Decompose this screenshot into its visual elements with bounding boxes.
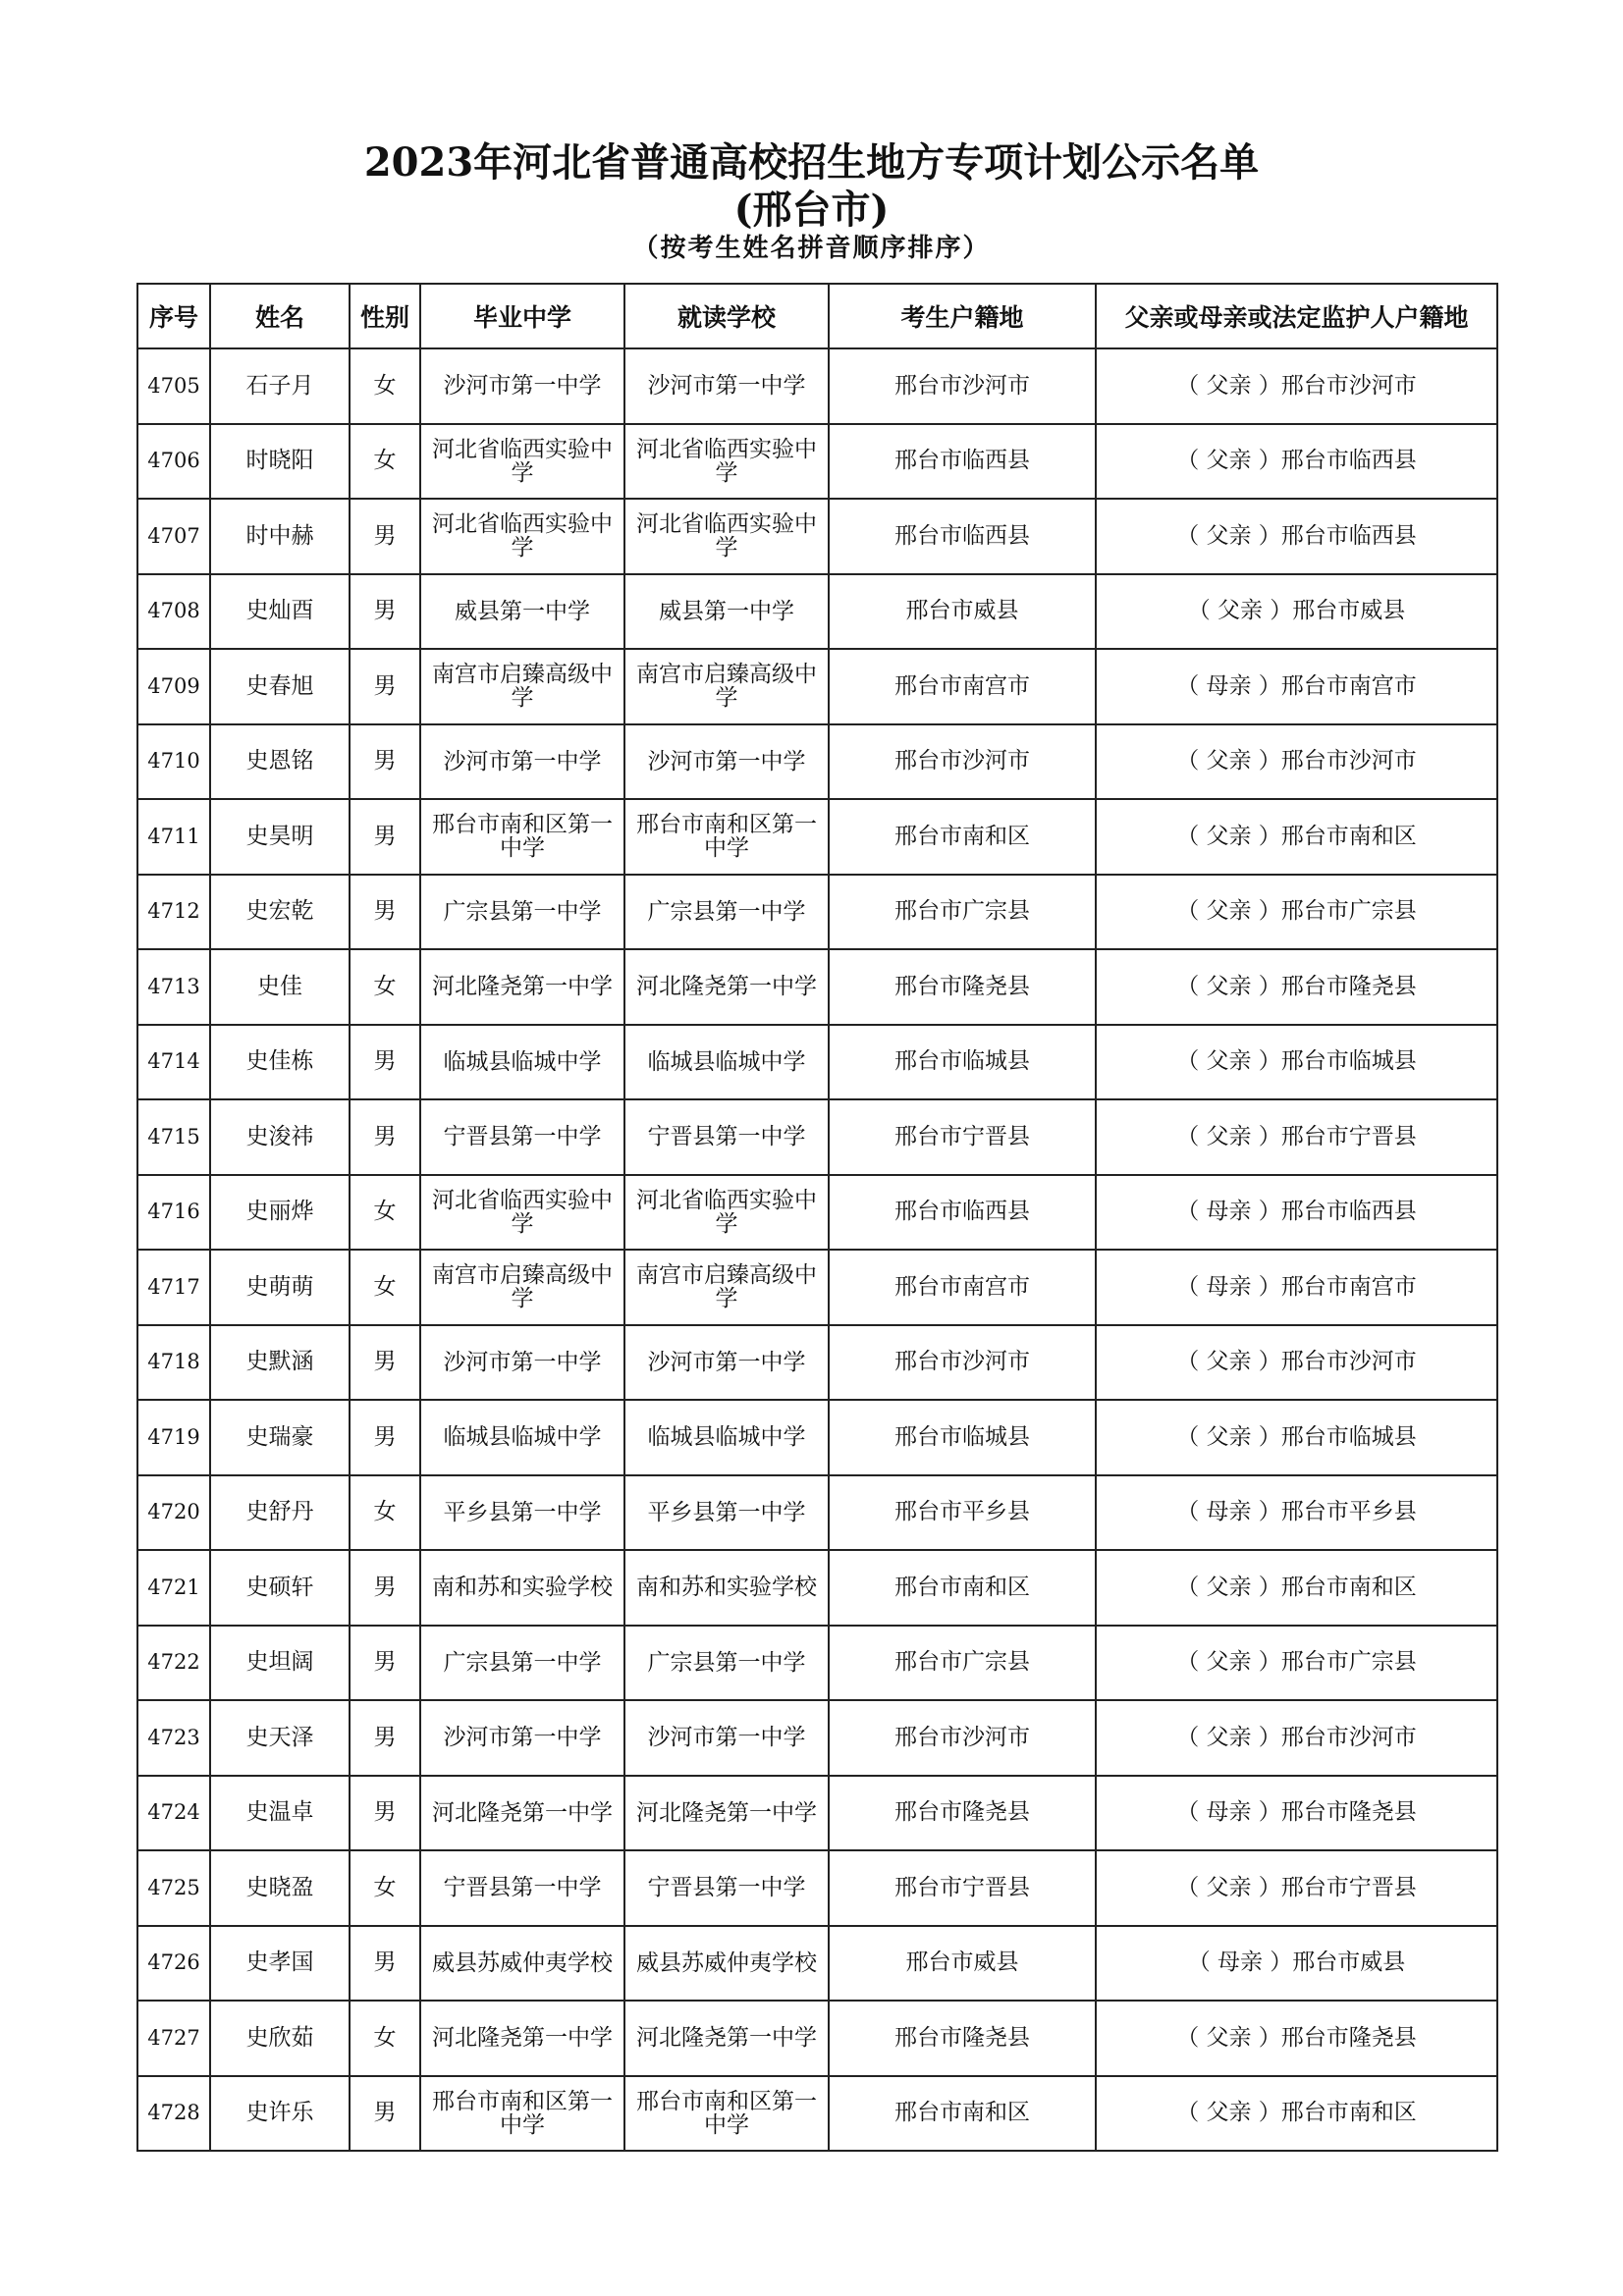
cell-name: 史丽烨 [210,1175,350,1251]
cell-student-residence: 邢台市隆尧县 [829,2001,1096,2076]
cell-serial: 4710 [137,724,210,800]
cell-gender: 男 [350,649,420,724]
cell-current-school: 临城县临城中学 [624,1400,829,1475]
table-row [137,1250,1497,1325]
cell-graduation-school: 平乡县第一中学 [420,1475,624,1551]
cell-student-residence: 邢台市南和区 [829,1550,1096,1626]
cell-current-school: 沙河市第一中学 [624,724,829,800]
cell-serial: 4714 [137,1025,210,1100]
cell-gender: 女 [350,949,420,1025]
cell-name: 史宏乾 [210,875,350,950]
cell-serial: 4721 [137,1550,210,1626]
table-row [137,799,1497,875]
cell-current-school: 广宗县第一中学 [624,875,829,950]
table-header-row [137,284,1497,348]
cell-student-residence: 邢台市临城县 [829,1400,1096,1475]
cell-current-school: 沙河市第一中学 [624,1325,829,1401]
cell-gender: 男 [350,1400,420,1475]
cell-student-residence: 邢台市南宫市 [829,1250,1096,1325]
cell-gender: 男 [350,574,420,650]
table-row [137,875,1497,950]
cell-name: 史瑞豪 [210,1400,350,1475]
cell-graduation-school: 沙河市第一中学 [420,1700,624,1776]
cell-gender: 男 [350,1325,420,1401]
cell-current-school: 宁晋县第一中学 [624,1099,829,1175]
cell-gender: 女 [350,1175,420,1251]
cell-name: 史坦阔 [210,1626,350,1701]
cell-guardian-residence: （ 父亲 ）邢台市沙河市 [1096,1325,1497,1401]
table-row [137,1776,1497,1851]
cell-graduation-school: 河北省临西实验中学 [420,1175,624,1251]
cell-gender: 男 [350,2076,420,2152]
cell-current-school: 南宫市启臻高级中学 [624,649,829,724]
cell-current-school: 河北隆尧第一中学 [624,1776,829,1851]
cell-name: 石子月 [210,348,350,424]
cell-guardian-residence: （ 父亲 ）邢台市宁晋县 [1096,1099,1497,1175]
cell-student-residence: 邢台市临城县 [829,1025,1096,1100]
table-row [137,1099,1497,1175]
cell-current-school: 威县第一中学 [624,574,829,650]
cell-current-school: 威县苏威仲夷学校 [624,1926,829,2002]
cell-student-residence: 邢台市隆尧县 [829,1776,1096,1851]
cell-student-residence: 邢台市沙河市 [829,348,1096,424]
cell-guardian-residence: （ 父亲 ）邢台市沙河市 [1096,1700,1497,1776]
cell-name: 史昊明 [210,799,350,875]
cell-graduation-school: 广宗县第一中学 [420,875,624,950]
table-row [137,1926,1497,2002]
cell-graduation-school: 河北隆尧第一中学 [420,1776,624,1851]
cell-graduation-school: 沙河市第一中学 [420,348,624,424]
table-row [137,424,1497,500]
cell-student-residence: 邢台市临西县 [829,499,1096,574]
cell-student-residence: 邢台市隆尧县 [829,949,1096,1025]
cell-current-school: 河北隆尧第一中学 [624,2001,829,2076]
table-row [137,1325,1497,1401]
cell-name: 史灿酉 [210,574,350,650]
cell-graduation-school: 宁晋县第一中学 [420,1850,624,1926]
cell-graduation-school: 威县第一中学 [420,574,624,650]
table-row [137,1700,1497,1776]
cell-name: 史佳栋 [210,1025,350,1100]
cell-name: 史浚祎 [210,1099,350,1175]
cell-gender: 男 [350,875,420,950]
cell-guardian-residence: （ 父亲 ）邢台市南和区 [1096,1550,1497,1626]
cell-graduation-school: 临城县临城中学 [420,1025,624,1100]
cell-graduation-school: 邢台市南和区第一中学 [420,2076,624,2152]
cell-guardian-residence: （ 父亲 ）邢台市广宗县 [1096,1626,1497,1701]
cell-student-residence: 邢台市平乡县 [829,1475,1096,1551]
cell-serial: 4722 [137,1626,210,1701]
cell-student-residence: 邢台市广宗县 [829,875,1096,950]
cell-guardian-residence: （ 母亲 ）邢台市临西县 [1096,1175,1497,1251]
cell-current-school: 邢台市南和区第一中学 [624,799,829,875]
cell-current-school: 河北省临西实验中学 [624,499,829,574]
cell-serial: 4705 [137,348,210,424]
cell-guardian-residence: （ 父亲 ）邢台市宁晋县 [1096,1850,1497,1926]
cell-guardian-residence: （ 父亲 ）邢台市南和区 [1096,2076,1497,2152]
cell-graduation-school: 邢台市南和区第一中学 [420,799,624,875]
cell-gender: 男 [350,1025,420,1100]
cell-name: 史孝国 [210,1926,350,2002]
cell-gender: 男 [350,1550,420,1626]
table-row [137,574,1497,650]
cell-graduation-school: 威县苏威仲夷学校 [420,1926,624,2002]
cell-serial: 4712 [137,875,210,950]
cell-graduation-school: 南宫市启臻高级中学 [420,1250,624,1325]
cell-gender: 女 [350,1850,420,1926]
cell-serial: 4724 [137,1776,210,1851]
cell-name: 史天泽 [210,1700,350,1776]
cell-name: 史佳 [210,949,350,1025]
table-row [137,1475,1497,1551]
cell-graduation-school: 河北隆尧第一中学 [420,2001,624,2076]
cell-student-residence: 邢台市沙河市 [829,724,1096,800]
header-current-school: 就读学校 [624,284,829,348]
header-serial: 序号 [137,284,210,348]
cell-name: 时晓阳 [210,424,350,500]
cell-current-school: 沙河市第一中学 [624,1700,829,1776]
cell-gender: 女 [350,1250,420,1325]
cell-guardian-residence: （ 父亲 ）邢台市沙河市 [1096,724,1497,800]
cell-serial: 4706 [137,424,210,500]
header-guardian-residence: 父亲或母亲或法定监护人户籍地 [1096,284,1497,348]
cell-student-residence: 邢台市南和区 [829,2076,1096,2152]
cell-current-school: 平乡县第一中学 [624,1475,829,1551]
cell-serial: 4719 [137,1400,210,1475]
cell-guardian-residence: （ 父亲 ）邢台市隆尧县 [1096,2001,1497,2076]
cell-gender: 女 [350,1475,420,1551]
cell-current-school: 南宫市启臻高级中学 [624,1250,829,1325]
cell-serial: 4718 [137,1325,210,1401]
cell-name: 史恩铭 [210,724,350,800]
cell-current-school: 河北隆尧第一中学 [624,949,829,1025]
cell-student-residence: 邢台市临西县 [829,1175,1096,1251]
sort-note: （按考生姓名拼音顺序排序） [632,234,991,263]
table-row [137,724,1497,800]
cell-student-residence: 邢台市南和区 [829,799,1096,875]
cell-guardian-residence: （ 父亲 ）邢台市隆尧县 [1096,949,1497,1025]
cell-guardian-residence: （ 父亲 ）邢台市临城县 [1096,1025,1497,1100]
cell-student-residence: 邢台市广宗县 [829,1626,1096,1701]
table-row [137,499,1497,574]
header-name: 姓名 [210,284,350,348]
cell-student-residence: 邢台市宁晋县 [829,1099,1096,1175]
header-graduation-school: 毕业中学 [420,284,624,348]
cell-student-residence: 邢台市威县 [829,1926,1096,2002]
cell-name: 史舒丹 [210,1475,350,1551]
cell-graduation-school: 宁晋县第一中学 [420,1099,624,1175]
cell-graduation-school: 广宗县第一中学 [420,1626,624,1701]
cell-graduation-school: 沙河市第一中学 [420,1325,624,1401]
cell-serial: 4711 [137,799,210,875]
table-row [137,1025,1497,1100]
cell-gender: 女 [350,348,420,424]
cell-serial: 4727 [137,2001,210,2076]
cell-serial: 4726 [137,1926,210,2002]
table-row [137,348,1497,424]
cell-guardian-residence: （ 母亲 ）邢台市南宫市 [1096,649,1497,724]
cell-current-school: 宁晋县第一中学 [624,1850,829,1926]
cell-guardian-residence: （ 母亲 ）邢台市隆尧县 [1096,1776,1497,1851]
cell-gender: 男 [350,1626,420,1701]
cell-name: 史温卓 [210,1776,350,1851]
cell-name: 史晓盈 [210,1850,350,1926]
cell-serial: 4717 [137,1250,210,1325]
cell-name: 史默涵 [210,1325,350,1401]
cell-serial: 4715 [137,1099,210,1175]
cell-gender: 女 [350,424,420,500]
cell-graduation-school: 河北省临西实验中学 [420,424,624,500]
cell-graduation-school: 沙河市第一中学 [420,724,624,800]
cell-guardian-residence: （ 母亲 ）邢台市威县 [1096,1926,1497,2002]
cell-serial: 4725 [137,1850,210,1926]
cell-name: 史硕轩 [210,1550,350,1626]
cell-serial: 4708 [137,574,210,650]
cell-guardian-residence: （ 父亲 ）邢台市广宗县 [1096,875,1497,950]
document-subtitle: (邢台市) [733,187,890,233]
cell-name: 史许乐 [210,2076,350,2152]
cell-student-residence: 邢台市南宫市 [829,649,1096,724]
cell-graduation-school: 河北省临西实验中学 [420,499,624,574]
cell-name: 史春旭 [210,649,350,724]
cell-serial: 4720 [137,1475,210,1551]
cell-gender: 男 [350,1099,420,1175]
cell-gender: 女 [350,2001,420,2076]
table-row [137,1550,1497,1626]
table-row [137,649,1497,724]
cell-student-residence: 邢台市沙河市 [829,1325,1096,1401]
header-gender: 性别 [350,284,420,348]
table-row [137,2076,1497,2152]
cell-gender: 男 [350,1700,420,1776]
cell-current-school: 河北省临西实验中学 [624,1175,829,1251]
table-row [137,949,1497,1025]
cell-guardian-residence: （ 母亲 ）邢台市南宫市 [1096,1250,1497,1325]
cell-guardian-residence: （ 父亲 ）邢台市临西县 [1096,499,1497,574]
header-student-residence: 考生户籍地 [829,284,1096,348]
cell-guardian-residence: （ 父亲 ）邢台市临城县 [1096,1400,1497,1475]
cell-guardian-residence: （ 父亲 ）邢台市临西县 [1096,424,1497,500]
table-row [137,1626,1497,1701]
cell-guardian-residence: （ 父亲 ）邢台市沙河市 [1096,348,1497,424]
cell-graduation-school: 临城县临城中学 [420,1400,624,1475]
cell-student-residence: 邢台市临西县 [829,424,1096,500]
cell-current-school: 邢台市南和区第一中学 [624,2076,829,2152]
cell-gender: 男 [350,1776,420,1851]
table-row [137,2001,1497,2076]
table-row [137,1175,1497,1251]
document-title: 2023年河北省普通高校招生地方专项计划公示名单 [363,139,1260,186]
cell-gender: 男 [350,1926,420,2002]
cell-current-school: 广宗县第一中学 [624,1626,829,1701]
cell-serial: 4713 [137,949,210,1025]
cell-guardian-residence: （ 母亲 ）邢台市平乡县 [1096,1475,1497,1551]
cell-serial: 4728 [137,2076,210,2152]
cell-serial: 4709 [137,649,210,724]
cell-name: 时中赫 [210,499,350,574]
table-row [137,1400,1497,1475]
cell-name: 史萌萌 [210,1250,350,1325]
cell-guardian-residence: （ 父亲 ）邢台市威县 [1096,574,1497,650]
cell-student-residence: 邢台市宁晋县 [829,1850,1096,1926]
cell-gender: 男 [350,499,420,574]
cell-student-residence: 邢台市威县 [829,574,1096,650]
cell-guardian-residence: （ 父亲 ）邢台市南和区 [1096,799,1497,875]
cell-student-residence: 邢台市沙河市 [829,1700,1096,1776]
cell-current-school: 沙河市第一中学 [624,348,829,424]
cell-current-school: 南和苏和实验学校 [624,1550,829,1626]
applicant-table [136,283,1498,2152]
cell-current-school: 河北省临西实验中学 [624,424,829,500]
cell-name: 史欣茹 [210,2001,350,2076]
cell-graduation-school: 南和苏和实验学校 [420,1550,624,1626]
cell-serial: 4723 [137,1700,210,1776]
table-row [137,1850,1497,1926]
cell-graduation-school: 河北隆尧第一中学 [420,949,624,1025]
cell-serial: 4716 [137,1175,210,1251]
cell-gender: 男 [350,724,420,800]
cell-current-school: 临城县临城中学 [624,1025,829,1100]
cell-gender: 男 [350,799,420,875]
cell-graduation-school: 南宫市启臻高级中学 [420,649,624,724]
cell-serial: 4707 [137,499,210,574]
